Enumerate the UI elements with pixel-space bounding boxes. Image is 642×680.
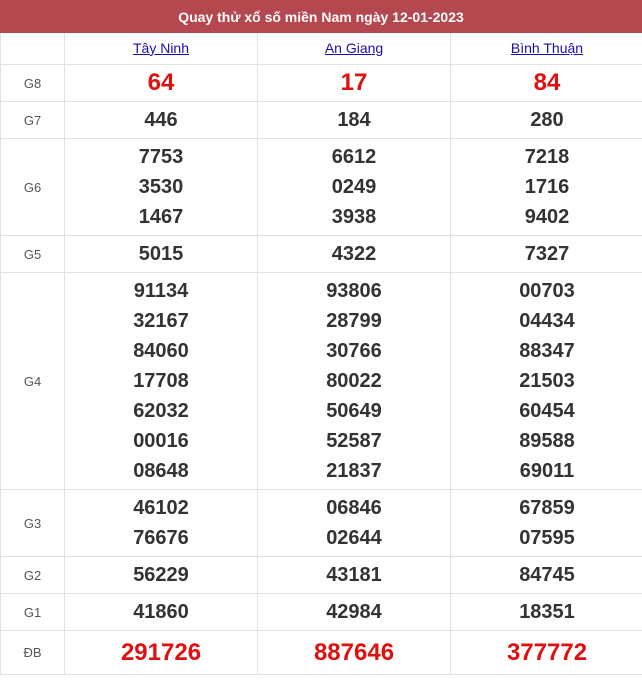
prize-number: 291726 <box>120 638 202 666</box>
prize-number: 89588 <box>519 430 575 452</box>
prize-number: 84 <box>533 69 561 96</box>
prize-cell <box>65 631 258 675</box>
prize-row <box>1 273 642 490</box>
prize-cell <box>451 139 642 236</box>
prize-label: G5 <box>1 236 65 273</box>
results-title: Quay thử xổ số miền Nam ngày 12-01-2023 <box>0 0 642 33</box>
prize-number: 377772 <box>506 638 588 666</box>
prize-number: 9402 <box>524 206 570 228</box>
prize-label: G6 <box>1 139 65 236</box>
prize-cell <box>451 65 642 102</box>
prize-cell <box>258 490 451 557</box>
prize-cell <box>65 65 258 102</box>
prize-number: 18351 <box>519 601 575 623</box>
prize-number: 0249 <box>331 176 377 198</box>
prize-number: 64 <box>147 69 175 96</box>
prize-row <box>1 490 642 557</box>
prize-row <box>1 139 642 236</box>
prize-cell <box>65 594 258 631</box>
prize-number: 69011 <box>519 460 575 482</box>
prize-number: 06846 <box>326 497 382 519</box>
prize-row <box>1 102 642 139</box>
prize-cell <box>258 557 451 594</box>
prize-label: G8 <box>1 65 65 102</box>
province-link-binh-thuan[interactable]: Bình Thuận <box>510 39 584 56</box>
prize-number: 07595 <box>519 527 575 549</box>
prize-cell <box>258 594 451 631</box>
prize-number: 42984 <box>326 601 382 623</box>
prize-number: 4322 <box>331 243 377 265</box>
prize-row <box>1 631 642 675</box>
prize-number: 21837 <box>326 460 382 482</box>
prize-number: 00703 <box>519 280 575 302</box>
prize-cell <box>258 139 451 236</box>
prize-number: 7327 <box>524 243 570 265</box>
prize-label: G3 <box>1 490 65 557</box>
prize-number: 41860 <box>133 601 189 623</box>
prize-cell <box>451 102 642 139</box>
prize-number: 62032 <box>133 400 189 422</box>
prize-number: 280 <box>530 109 564 131</box>
prize-row <box>1 236 642 273</box>
prize-cell <box>451 236 642 273</box>
province-header-row <box>1 33 642 65</box>
prize-number: 56229 <box>133 564 189 586</box>
province-header-cell <box>258 33 451 65</box>
prize-number: 7218 <box>524 146 570 168</box>
prize-label: G2 <box>1 557 65 594</box>
corner-cell <box>1 33 65 65</box>
prize-cell <box>65 102 258 139</box>
prize-number: 08648 <box>133 460 189 482</box>
prize-number: 887646 <box>313 638 395 666</box>
prize-label: ĐB <box>1 631 65 675</box>
prize-number: 76676 <box>133 527 189 549</box>
prize-label: G4 <box>1 273 65 490</box>
prize-number: 84060 <box>133 340 189 362</box>
prize-number: 50649 <box>326 400 382 422</box>
prize-row <box>1 594 642 631</box>
prize-number: 32167 <box>133 310 189 332</box>
prize-number: 17 <box>340 69 368 96</box>
prize-number: 6612 <box>331 146 377 168</box>
prize-number: 1467 <box>138 206 184 228</box>
prize-number: 30766 <box>326 340 382 362</box>
prize-label: G1 <box>1 594 65 631</box>
prize-number: 88347 <box>519 340 575 362</box>
prize-number: 43181 <box>326 564 382 586</box>
results-table <box>0 33 642 675</box>
province-header-cell <box>65 33 258 65</box>
prize-number: 52587 <box>326 430 382 452</box>
prize-cell <box>65 273 258 490</box>
prize-cell <box>65 139 258 236</box>
prize-cell <box>258 236 451 273</box>
prize-number: 02644 <box>326 527 382 549</box>
prize-number: 93806 <box>326 280 382 302</box>
prize-number: 7753 <box>138 146 184 168</box>
prize-cell <box>65 557 258 594</box>
prize-cell <box>65 236 258 273</box>
prize-cell <box>451 594 642 631</box>
prize-cell <box>451 490 642 557</box>
prize-row <box>1 65 642 102</box>
prize-number: 3530 <box>138 176 184 198</box>
prize-number: 3938 <box>331 206 377 228</box>
prize-number: 1716 <box>524 176 570 198</box>
prize-number: 91134 <box>133 280 189 302</box>
prize-label: G7 <box>1 102 65 139</box>
prize-number: 67859 <box>519 497 575 519</box>
province-link-an-giang[interactable]: An Giang <box>324 39 384 56</box>
prize-number: 84745 <box>519 564 575 586</box>
prize-number: 28799 <box>326 310 382 332</box>
prize-cell <box>65 490 258 557</box>
prize-row <box>1 557 642 594</box>
prize-number: 184 <box>337 109 371 131</box>
prize-number: 60454 <box>519 400 575 422</box>
prize-cell <box>451 273 642 490</box>
prize-cell <box>451 557 642 594</box>
province-header-cell <box>451 33 642 65</box>
prize-number: 46102 <box>133 497 189 519</box>
prize-number: 5015 <box>138 243 184 265</box>
prize-number: 04434 <box>519 310 575 332</box>
prize-cell <box>258 102 451 139</box>
prize-number: 17708 <box>133 370 189 392</box>
prize-number: 00016 <box>133 430 189 452</box>
prize-number: 446 <box>144 109 178 131</box>
prize-cell <box>258 65 451 102</box>
prize-number: 21503 <box>519 370 575 392</box>
prize-cell <box>258 631 451 675</box>
province-link-tay-ninh[interactable]: Tây Ninh <box>132 39 190 56</box>
prize-number: 80022 <box>326 370 382 392</box>
prize-cell <box>258 273 451 490</box>
prize-cell <box>451 631 642 675</box>
